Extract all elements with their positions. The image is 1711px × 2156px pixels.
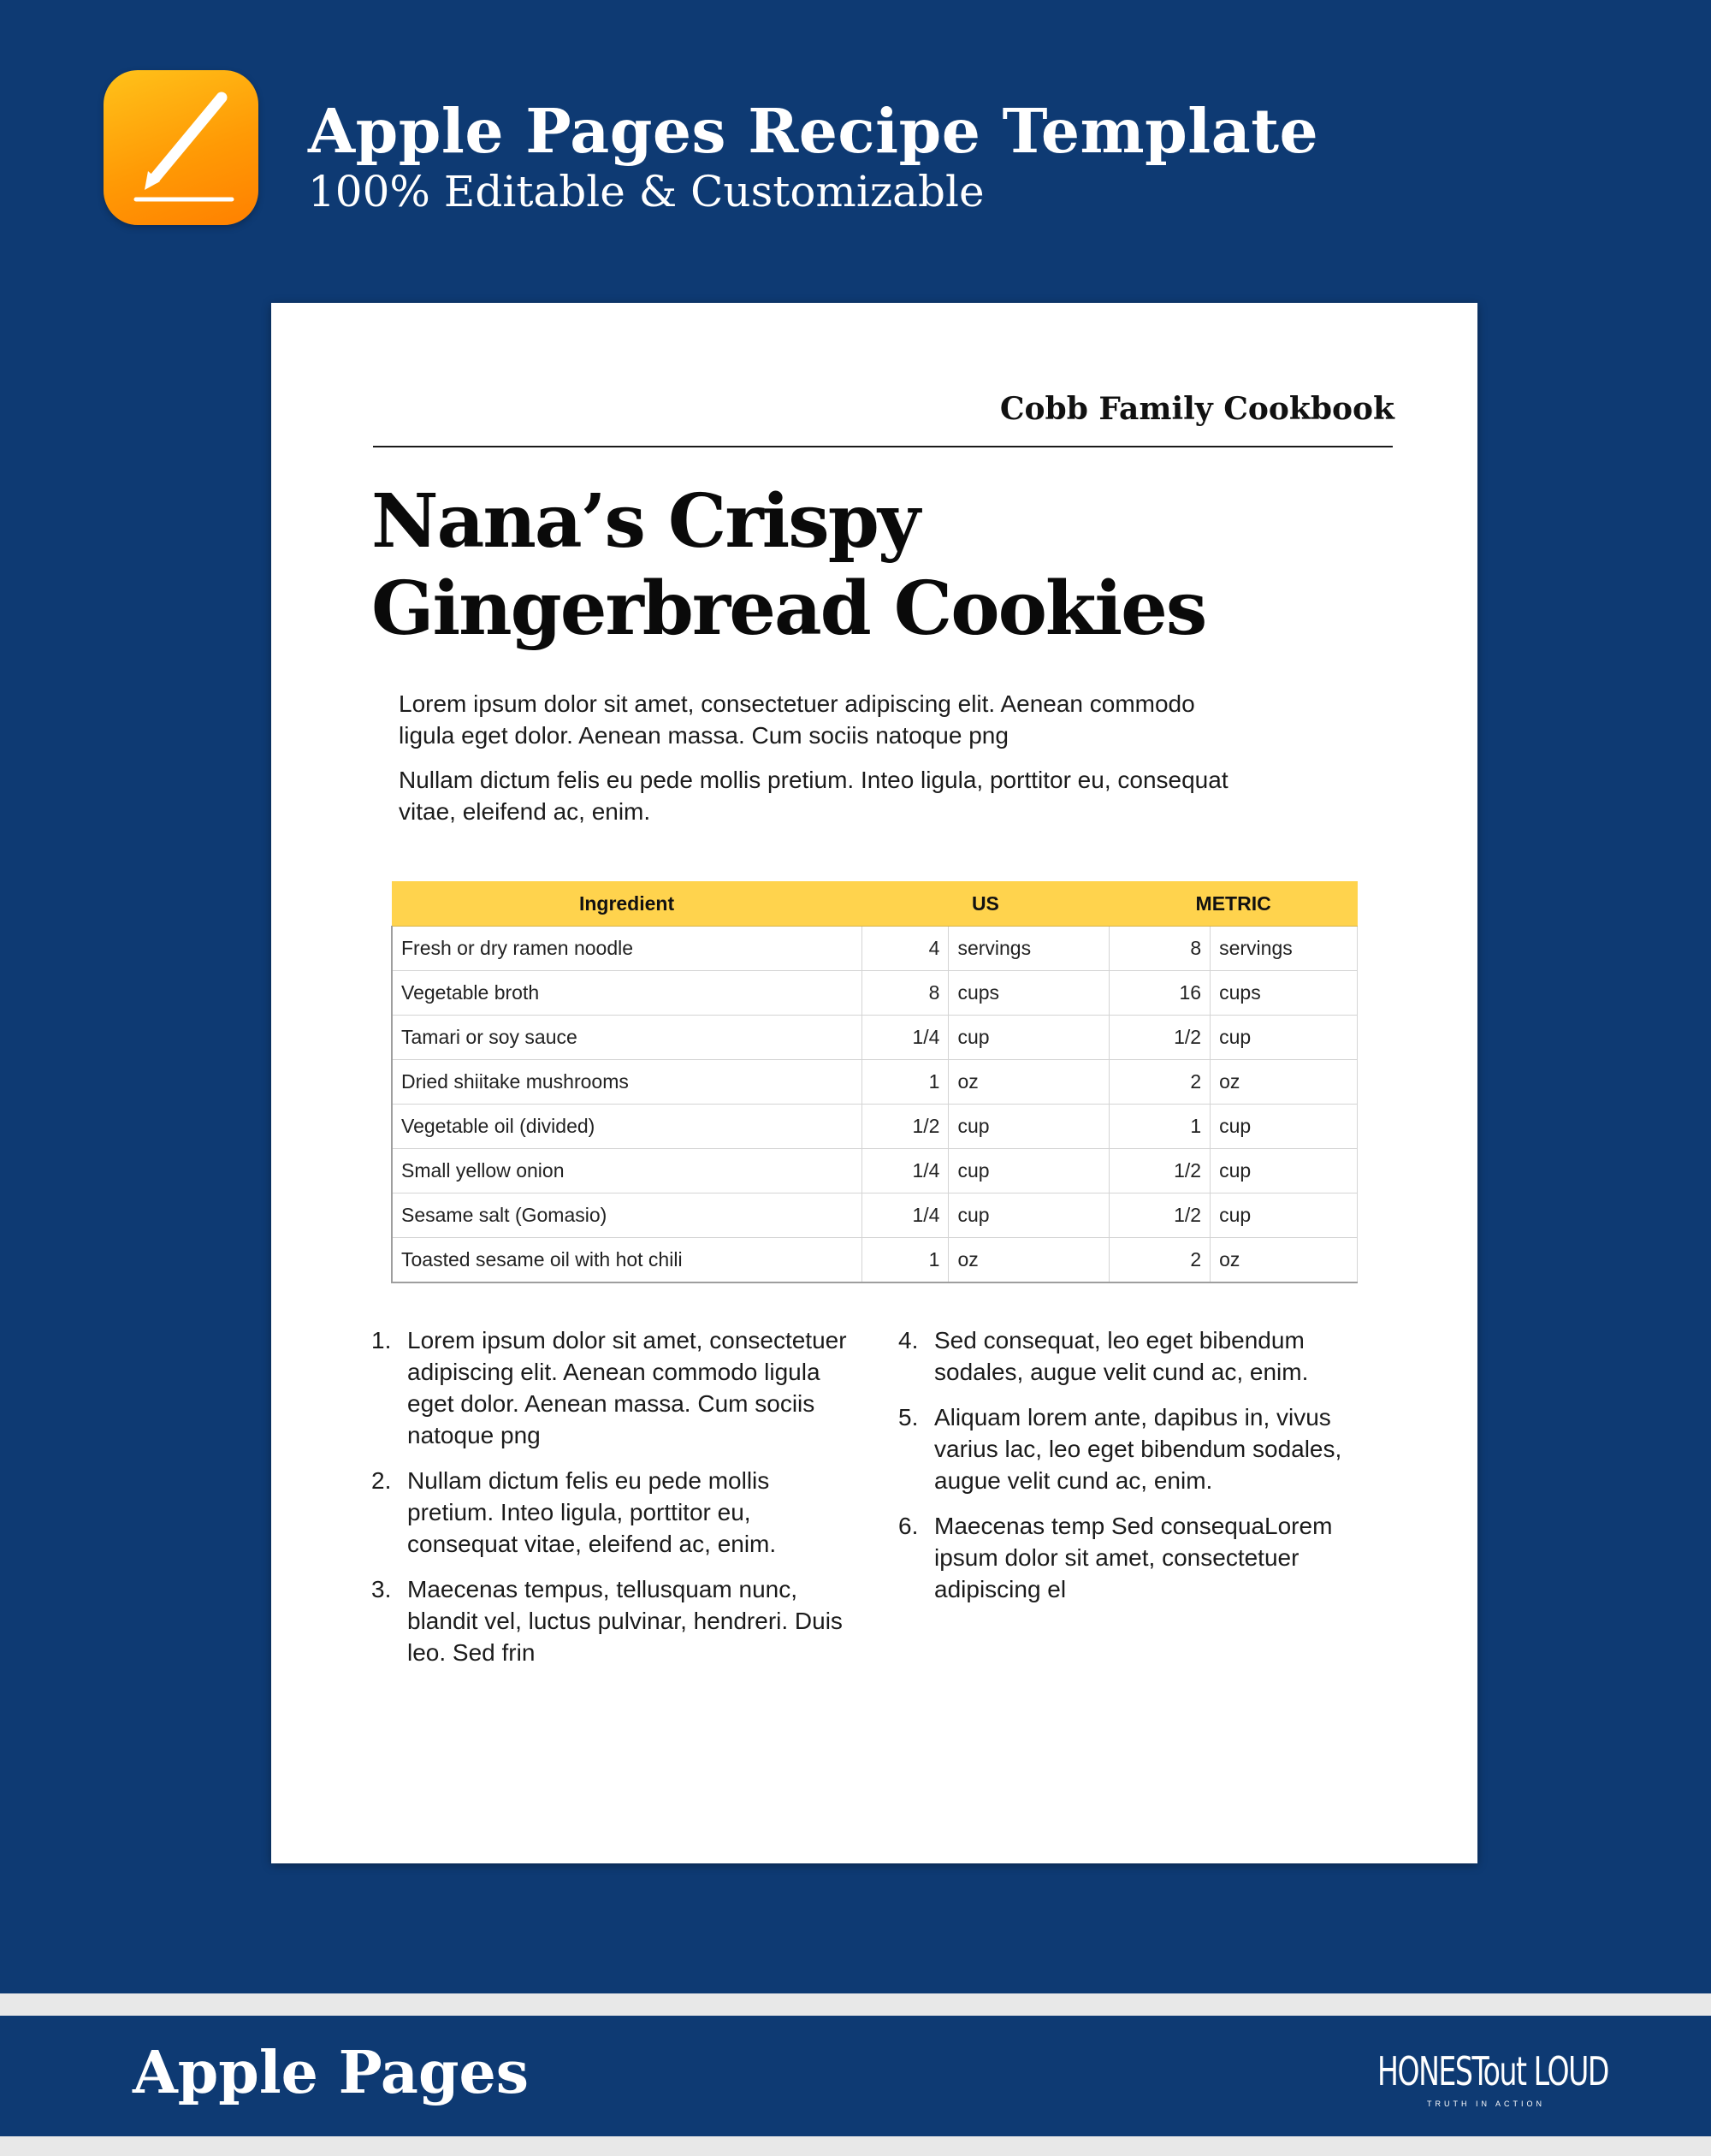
intro-paragraph: Lorem ipsum dolor sit amet, consectetuer adipiscing elit. Aenean commodo ligula eget dolor. Aenean massa. Cum sociis natoque png — [399, 690, 1195, 749]
table-row — [392, 1105, 1358, 1149]
footer-divider — [0, 1993, 1711, 2016]
us-quantity: 8 — [861, 971, 949, 1016]
table-row — [392, 1060, 1358, 1105]
ingredient-name: Tamari or soy sauce — [392, 1016, 861, 1060]
table-row — [392, 1194, 1358, 1238]
table-row — [392, 927, 1358, 971]
table-row — [392, 1016, 1358, 1060]
steps-list-left — [371, 1324, 850, 1682]
metric-quantity: 8 — [1110, 927, 1211, 971]
column-header-ingredient: Ingredient — [392, 881, 861, 927]
list-item — [898, 1401, 1377, 1496]
recipe-title-line-1: Nana’s Crispy — [371, 478, 919, 565]
step-number: 5. — [898, 1404, 919, 1430]
bottom-divider — [0, 2136, 1711, 2156]
list-item — [371, 1324, 850, 1451]
ingredient-name: Vegetable broth — [392, 971, 861, 1016]
metric-quantity: 1 — [1110, 1105, 1211, 1149]
column-header-us: US — [861, 881, 1110, 927]
recipe-title — [371, 478, 1398, 653]
header-subtitle: 100% Editable & Customizable — [308, 167, 985, 216]
step-text: Nullam dictum felis eu pede mollis pretium. Inteo ligula, porttitor eu, consequat vitae, eleifend ac, enim. — [407, 1467, 777, 1557]
intro — [399, 688, 1254, 840]
us-unit: cups — [949, 971, 1110, 1016]
step-text: Lorem ipsum dolor sit amet, consectetuer adipiscing elit. Aenean commodo ligula eget dolor. Aenean massa. Cum sociis natoque png — [407, 1327, 847, 1448]
us-quantity: 1 — [861, 1060, 949, 1105]
us-unit: oz — [949, 1060, 1110, 1105]
step-number: 4. — [898, 1327, 919, 1353]
step-text: Aliquam lorem ante, dapibus in, vivus varius lac, leo eget bibendum sodales, augue velit cund ac, enim. — [934, 1404, 1342, 1494]
pages-app-icon — [104, 70, 258, 225]
us-unit: cup — [949, 1194, 1110, 1238]
pencil-icon — [104, 70, 258, 225]
us-quantity: 1/2 — [861, 1105, 949, 1149]
step-text: Maecenas temp Sed consequaLorem ipsum dolor sit amet, consectetuer adipiscing el — [934, 1513, 1333, 1602]
metric-unit: cup — [1211, 1016, 1358, 1060]
list-item — [898, 1510, 1377, 1605]
intro-paragraph: Nullam dictum felis eu pede mollis pretium. Inteo ligula, porttitor eu, consequat vitae, eleifend ac, enim. — [399, 767, 1228, 825]
step-number: 6. — [898, 1513, 919, 1539]
list-item — [371, 1573, 850, 1668]
list-item — [898, 1324, 1377, 1388]
steps-list-right — [898, 1324, 1377, 1619]
ingredient-name: Fresh or dry ramen noodle — [392, 927, 861, 971]
ingredient-name: Small yellow onion — [392, 1149, 861, 1194]
us-quantity: 1/4 — [861, 1016, 949, 1060]
metric-unit: oz — [1211, 1060, 1358, 1105]
metric-unit: oz — [1211, 1238, 1358, 1283]
metric-quantity: 1/2 — [1110, 1194, 1211, 1238]
metric-unit: servings — [1211, 927, 1358, 971]
us-quantity: 1/4 — [861, 1149, 949, 1194]
recipe-page — [271, 303, 1477, 1863]
metric-quantity: 2 — [1110, 1060, 1211, 1105]
footer-label: Apple Pages — [133, 2039, 530, 2107]
ingredient-name: Sesame salt (Gomasio) — [392, 1194, 861, 1238]
list-item — [371, 1465, 850, 1560]
step-text: Maecenas tempus, tellusquam nunc, blandit vel, luctus pulvinar, hendreri. Duis leo. Sed frin — [407, 1576, 843, 1666]
table-row — [392, 1238, 1358, 1283]
us-unit: servings — [949, 927, 1110, 971]
metric-unit: cup — [1211, 1194, 1358, 1238]
step-number: 2. — [371, 1467, 392, 1494]
table-row — [392, 1149, 1358, 1194]
metric-unit: cup — [1211, 1105, 1358, 1149]
metric-quantity: 2 — [1110, 1238, 1211, 1283]
us-unit: oz — [949, 1238, 1110, 1283]
metric-quantity: 1/2 — [1110, 1016, 1211, 1060]
cookbook-name: Cobb Family Cookbook — [999, 391, 1394, 427]
metric-unit: cups — [1211, 971, 1358, 1016]
us-unit: cup — [949, 1149, 1110, 1194]
brand-logo-text: HONESTout LOUD — [1377, 2048, 1608, 2094]
us-unit: cup — [949, 1105, 1110, 1149]
column-header-metric: METRIC — [1110, 881, 1358, 927]
metric-unit: cup — [1211, 1149, 1358, 1194]
ingredient-table — [391, 881, 1358, 1283]
ingredient-name: Vegetable oil (divided) — [392, 1105, 861, 1149]
brand-logo — [1377, 2046, 1608, 2115]
metric-quantity: 16 — [1110, 971, 1211, 1016]
header-rule — [373, 446, 1393, 447]
table-header-row — [392, 881, 1358, 927]
us-quantity: 4 — [861, 927, 949, 971]
table-row — [392, 971, 1358, 1016]
us-unit: cup — [949, 1016, 1110, 1060]
step-text: Sed consequat, leo eget bibendum sodales, augue velit cund ac, enim. — [934, 1327, 1309, 1385]
recipe-title-line-2: Gingerbread Cookies — [371, 566, 1206, 652]
step-number: 3. — [371, 1576, 392, 1602]
ingredient-name: Dried shiitake mushrooms — [392, 1060, 861, 1105]
us-quantity: 1 — [861, 1238, 949, 1283]
header-title: Apple Pages Recipe Template — [308, 95, 1319, 167]
us-quantity: 1/4 — [861, 1194, 949, 1238]
metric-quantity: 1/2 — [1110, 1149, 1211, 1194]
ingredient-name: Toasted sesame oil with hot chili — [392, 1238, 861, 1283]
step-number: 1. — [371, 1327, 392, 1353]
brand-tagline: TRUTH IN ACTION — [1427, 2100, 1545, 2108]
